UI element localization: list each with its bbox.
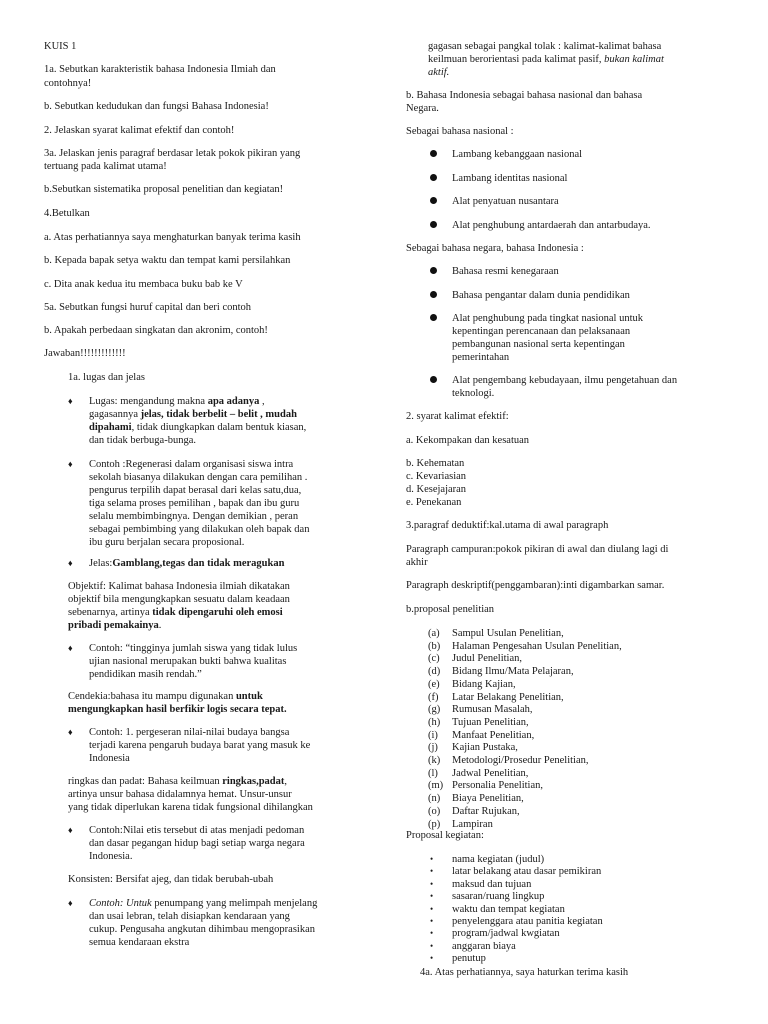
question-4a: a. Atas perhatiannya saya menghaturkan banyak terima kasih	[44, 232, 301, 243]
proposal-item: Bidang Kajian,	[452, 678, 516, 690]
contoh1-line: sekolah biasanya dilakukan dengan cara pemilihan .	[89, 472, 308, 483]
proposal-item: Rumusan Masalah,	[452, 704, 533, 716]
kegiatan-item: sasaran/ruang lingkup	[452, 891, 545, 903]
answer-2-heading: 2. syarat kalimat efektif:	[406, 411, 509, 422]
answer-1b-line1: b. Bahasa Indonesia sebagai bahasa nasional dan bahasa	[406, 90, 643, 101]
cendekia-line1: Cendekia:bahasa itu mampu digunakan untuk	[68, 691, 263, 702]
bullet-icon	[430, 314, 437, 321]
contoh3-line: Contoh: 1. pergeseran nilai-nilai budaya bangsa	[89, 727, 290, 738]
bullet-icon	[430, 150, 437, 157]
answer-3-line: 3.paragraf deduktif:kal.utama di awal paragraph	[406, 520, 609, 531]
nasional-item: Alat penyatuan nusantara	[452, 196, 559, 207]
question-1b: b. Sebutkan kedudukan dan fungsi Bahasa Indonesia!	[44, 101, 269, 112]
syarat-item: d. Kesejajaran	[406, 484, 467, 495]
bullet-icon: ♦	[68, 396, 73, 406]
contoh2-line: pendidikan masih rendah.”	[89, 669, 202, 680]
bullet-icon: •	[430, 953, 434, 964]
proposal-item-marker: (p)	[428, 818, 441, 830]
bullet-icon: ♦	[68, 898, 73, 908]
question-1a-line2: contohnya!	[44, 78, 92, 89]
quiz-title: KUIS 1	[44, 41, 77, 52]
bullet-icon: •	[430, 928, 434, 939]
proposal-item: Tujuan Penelitian,	[452, 716, 529, 728]
proposal-item-marker: (c)	[428, 653, 440, 665]
question-3a-line1: 3a. Jelaskan jenis paragraf berdasar letak pokok pikiran yang	[44, 148, 301, 159]
deskriptif-line: Paragraph deskriptif(penggambaran):inti digambarkan samar.	[406, 580, 665, 591]
proposal-item: Lampiran	[452, 818, 493, 830]
negara-item: Bahasa pengantar dalam dunia pendidikan	[452, 290, 630, 301]
question-3b: b.Sebutkan sistematika proposal penelitian dan kegiatan!	[44, 184, 284, 195]
kegiatan-item: maksud dan tujuan	[452, 878, 532, 890]
kegiatan-item: anggaran biaya	[452, 940, 516, 952]
question-4c: c. Dita anak kedua itu membaca buku bab ke V	[44, 279, 243, 290]
proposal-item: Kajian Pustaka,	[452, 742, 518, 754]
proposal-item-marker: (o)	[428, 805, 441, 817]
proposal-item-marker: (g)	[428, 704, 441, 716]
contoh5-line4: semua kendaraan ekstra	[89, 937, 190, 948]
bullet-icon: •	[430, 878, 434, 889]
bullet-icon: •	[430, 854, 434, 864]
contoh4-line: Indonesia.	[89, 851, 133, 862]
proposal-item-marker: (h)	[428, 716, 441, 728]
proposal-item-marker: (j)	[428, 742, 438, 754]
proposal-item: Biaya Penelitian,	[452, 793, 524, 805]
contoh1-line: ibu guru berjalan secara proposional.	[89, 537, 245, 548]
proposal-item: Manfaat Penelitian,	[452, 729, 535, 741]
negara-item: Alat pengembang kebudayaan, ilmu pengetahuan dan	[452, 375, 678, 386]
proposal-item-marker: (e)	[428, 678, 440, 690]
contoh1-line: selalu membimbingnya. Dengan demikian , peran	[89, 511, 299, 522]
nasional-item: Lambang identitas nasional	[452, 173, 568, 184]
negara-item: teknologi.	[452, 388, 495, 399]
contoh5-line2: dan usai lebran, telah disiapkan kendaraan yang	[89, 911, 290, 922]
negara-item: Alat penghubung pada tingkat nasional untuk	[452, 313, 644, 324]
nasional-item: Alat penghubung antardaerah dan antarbudaya.	[452, 220, 651, 231]
proposal-item-marker: (l)	[428, 767, 438, 779]
answers-heading: Jawaban!!!!!!!!!!!!!	[44, 348, 126, 359]
contoh5-line3: cukup. Pengusaha angkutan dihimbau mengoprasikan	[89, 924, 315, 935]
answer-1b-line2: Negara.	[406, 103, 439, 114]
contoh3-line: Indonesia	[89, 753, 130, 764]
sebagai-negara-heading: Sebagai bahasa negara, bahasa Indonesia :	[406, 243, 584, 254]
proposal-item-marker: (i)	[428, 729, 438, 741]
bullet-icon: ♦	[68, 825, 73, 835]
question-4b: b. Kepada bapak setya waktu dan tempat kami persilahkan	[44, 255, 291, 266]
bullet-icon	[430, 174, 437, 181]
question-1a-line1: 1a. Sebutkan karakteristik bahasa Indonesia Ilmiah dan	[44, 64, 276, 75]
kegiatan-item: program/jadwal kwgiatan	[452, 928, 560, 940]
proposal-item-marker: (d)	[428, 666, 441, 678]
syarat-item: b. Kehematan	[406, 458, 465, 469]
contoh1-line: sebagai pembimbing yang dilakukan oleh bapak dan	[89, 524, 310, 535]
contoh1-line: pengurus terpilih dapat berasal dari kelas satu,dua,	[89, 485, 302, 496]
konsisten-line: Konsisten: Bersifat ajeg, dan tidak berubah-ubah	[68, 874, 274, 885]
proposal-item: Bidang Ilmu/Mata Pelajaran,	[452, 666, 574, 678]
proposal-item: Jadwal Penelitian,	[452, 767, 529, 779]
negara-item: Bahasa resmi kenegaraan	[452, 266, 559, 277]
bullet-icon: •	[430, 940, 434, 951]
syarat-item: c. Kevariasian	[406, 471, 467, 482]
bullet-icon	[430, 197, 437, 204]
proposal-item: Daftar Rujukan,	[452, 805, 520, 817]
proposal-item: Judul Penelitian,	[452, 653, 522, 665]
ringkas-line1: ringkas dan padat: Bahasa keilmuan ringkas,padat,	[68, 776, 288, 787]
continued-line2: keilmuan berorientasi pada kalimat pasif, bukan kalimat	[428, 54, 664, 65]
bullet-icon	[430, 267, 437, 274]
bullet-icon	[430, 221, 437, 228]
question-5a: 5a. Sebutkan fungsi huruf capital dan beri contoh	[44, 302, 252, 313]
answer-1a: 1a. lugas dan jelas	[68, 372, 145, 383]
kegiatan-item: penyelenggara atau panitia kegiatan	[452, 916, 603, 927]
question-2: 2. Jelaskan syarat kalimat efektif dan contoh!	[44, 125, 235, 136]
objektif-line1: Objektif: Kalimat bahasa Indonesia ilmiah dikatakan	[68, 581, 290, 592]
objektif-line3: sebenarnya, artinya tidak dipengaruhi oleh emosi	[68, 607, 283, 618]
kegiatan-item: penutup	[452, 953, 486, 965]
objektif-line4: pribadi pemakainya.	[68, 620, 162, 631]
ringkas-line2: artinya unsur bahasa didalamnya hemat. Unsur-unsur	[68, 789, 292, 800]
bullet-icon: •	[430, 891, 434, 902]
continued-line3: aktif.	[428, 67, 450, 78]
bullet-icon: ♦	[68, 558, 73, 568]
proposal-item: Sampul Usulan Penelitian,	[452, 628, 564, 639]
contoh1-line: tiga selama proses pemilihan , bapak dan ibu guru	[89, 498, 300, 509]
proposal-item-marker: (k)	[428, 755, 441, 766]
continued-line1: gagasan sebagai pangkal tolak : kalimat-kalimat bahasa	[428, 41, 662, 52]
bullet-icon	[430, 291, 437, 298]
nasional-item: Lambang kebanggaan nasional	[452, 149, 583, 160]
ringkas-line3: yang tidak diperlukan karena tidak fungsional dihilangkan	[68, 802, 313, 813]
question-4: 4.Betulkan	[44, 208, 90, 219]
proposal-item: Latar Belakang Penelitian,	[452, 691, 564, 703]
sebagai-nasional-heading: Sebagai bahasa nasional :	[406, 126, 514, 137]
contoh1-line: Contoh :Regenerasi dalam organisasi siswa intra	[89, 459, 294, 470]
bullet-icon: ♦	[68, 459, 73, 469]
lugas-line4: dan tidak berbuga-bunga.	[89, 435, 197, 446]
kegiatan-item: waktu dan tempat kegiatan	[452, 903, 565, 915]
syarat-item: e. Penekanan	[406, 497, 462, 508]
jelas-line: Jelas:Gamblang,tegas dan tidak meragukan	[89, 558, 285, 569]
proposal-kegiatan-heading: Proposal kegiatan:	[406, 830, 484, 841]
bullet-icon: •	[430, 866, 434, 877]
contoh2-line: Contoh: “tingginya jumlah siswa yang tidak lulus	[89, 643, 298, 654]
proposal-item-marker: (b)	[428, 640, 441, 652]
contoh3-line: terjadi karena pengaruh budaya barat yang masuk ke	[89, 740, 311, 751]
lugas-line2: gagasannya jelas, tidak berbelit – belit , mudah	[89, 409, 297, 420]
lugas-line3: dipahami, tidak diungkapkan dalam bentuk kiasan,	[89, 422, 307, 433]
answer-4a: 4a. Atas perhatiannya, saya haturkan terima kasih	[420, 967, 629, 978]
campuran-line2: akhir	[406, 557, 428, 568]
proposal-item-marker: (f)	[428, 691, 439, 703]
contoh4-line: dan dasar pegangan hidup bagi setiap warga negara	[89, 838, 305, 849]
bullet-icon: •	[430, 916, 434, 926]
proposal-item: Metodologi/Prosedur Penelitian,	[452, 755, 589, 766]
contoh2-line: ujian nasional merupakan bukti bahwa kualitas	[89, 656, 287, 667]
negara-item: pembangunan nasional serta kepentingan	[452, 339, 625, 350]
lugas-line1: Lugas: mengandung makna apa adanya ,	[89, 396, 265, 407]
negara-item: pemerintahan	[452, 352, 510, 363]
campuran-line1: Paragraph campuran:pokok pikiran di awal dan diulang lagi di	[406, 544, 669, 555]
question-3a-line2: tertuang pada kalimat utama!	[44, 161, 167, 172]
proposal-item-marker: (a)	[428, 628, 440, 639]
proposal-item: Halaman Pengesahan Usulan Penelitian,	[452, 640, 622, 652]
syarat-item: a. Kekompakan dan kesatuan	[406, 435, 530, 446]
negara-item: kepentingan perencanaan dan pelaksanaan	[452, 326, 631, 337]
proposal-item: Personalia Penelitian,	[452, 780, 543, 792]
question-5b: b. Apakah perbedaan singkatan dan akronim, contoh!	[44, 325, 268, 336]
objektif-line2: objektif bila mengungkapkan sesuatu dalam keadaan	[68, 594, 290, 605]
proposal-item-marker: (m)	[428, 780, 444, 792]
contoh5-line1: Contoh: Untuk penumpang yang melimpah menjelang	[89, 898, 318, 909]
contoh4-line: Contoh:Nilai etis tersebut di atas menjadi pedoman	[89, 825, 305, 836]
kegiatan-item: nama kegiatan (judul)	[452, 854, 545, 865]
bullet-icon: •	[430, 903, 434, 914]
bullet-icon: ♦	[68, 643, 73, 653]
cendekia-line2: mengungkapkan hasil berfikir logis secara tepat.	[68, 704, 287, 715]
proposal-heading: b.proposal penelitian	[406, 604, 495, 615]
kegiatan-item: latar belakang atau dasar pemikiran	[452, 866, 602, 878]
bullet-icon: ♦	[68, 727, 73, 737]
bullet-icon	[430, 376, 437, 383]
proposal-item-marker: (n)	[428, 793, 441, 805]
